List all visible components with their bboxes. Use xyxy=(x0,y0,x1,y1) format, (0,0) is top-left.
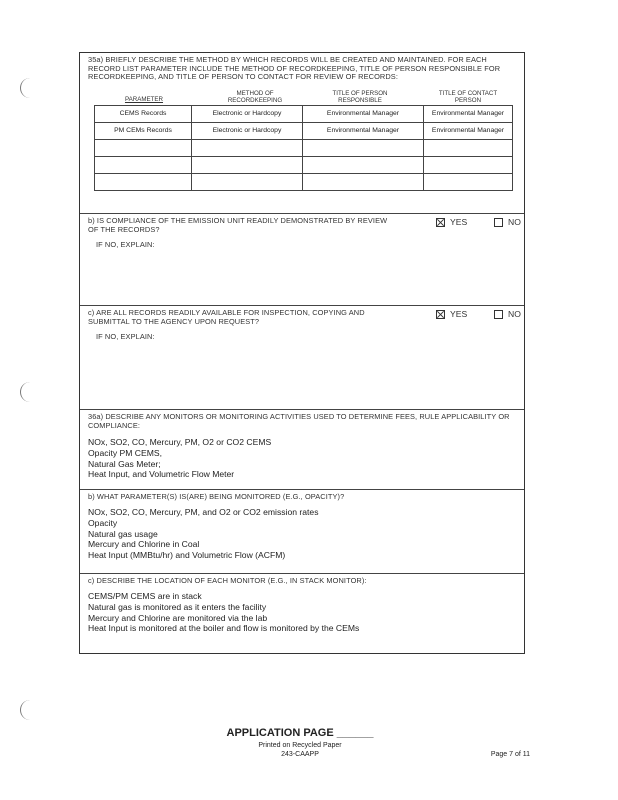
question-36a: 36a) DESCRIBE ANY MONITORS OR MONITORING ACTIVITIES USED TO DETERMINE FEES, RULE APPLICABILITY OR COMPLIANCE: xyxy=(88,412,510,430)
explain-label: IF NO, EXPLAIN: xyxy=(96,240,155,249)
answer-line: Natural gas is monitored as it enters the facility xyxy=(88,601,267,612)
footer-recycled: Printed on Recycled Paper xyxy=(258,742,342,749)
table-cell[interactable] xyxy=(303,174,424,191)
answer-line: CEMS/PM CEMS are in stack xyxy=(88,591,202,601)
yes-label: YES xyxy=(450,309,468,319)
answer-line: Mercury and Chlorine are monitored via the lab xyxy=(88,612,268,623)
no-label: NO xyxy=(508,309,521,319)
table-cell[interactable]: Electronic or Hardcopy xyxy=(192,123,303,140)
header-parameter: PARAMETER xyxy=(124,96,164,103)
table-row xyxy=(95,157,513,174)
table-row xyxy=(95,140,513,157)
answer-line: Opacity xyxy=(88,517,118,528)
question-35b: b) IS COMPLIANCE OF THE EMISSION UNIT READILY DEMONSTRATED BY REVIEW OF THE RECORDS? xyxy=(88,216,388,234)
section-35b xyxy=(80,213,524,305)
table-cell[interactable]: Environmental Manager xyxy=(424,106,513,123)
table-cell[interactable] xyxy=(95,157,192,174)
question-36b: b) WHAT PARAMETER(S) IS(ARE) BEING MONITORED (E.G., OPACITY)? xyxy=(88,492,345,501)
answer-36b xyxy=(88,507,319,561)
answer-line: Natural Gas Meter; xyxy=(88,458,161,469)
no-checkbox[interactable] xyxy=(494,218,503,227)
answer-line: Heat Input (MMBtu/hr) and Volumetric Flow (ACFM) xyxy=(88,550,286,561)
records-monitoring-form xyxy=(79,52,525,654)
table-cell[interactable]: PM CEMs Records xyxy=(95,123,192,140)
hole-punch-mark-bottom xyxy=(20,700,31,720)
header-contact: TITLE OF CONTACT PERSON xyxy=(438,90,498,104)
table-cell[interactable]: Environmental Manager xyxy=(303,123,424,140)
table-cell[interactable] xyxy=(95,174,192,191)
yes-label: YES xyxy=(450,217,468,227)
footer-page-number: Page 7 of 11 xyxy=(490,751,530,758)
table-row xyxy=(95,106,513,123)
records-table xyxy=(94,105,513,191)
header-responsible: TITLE OF PERSON RESPONSIBLE xyxy=(332,90,388,104)
table-cell[interactable] xyxy=(192,140,303,157)
answer-line: Opacity PM CEMS, xyxy=(88,447,163,458)
table-cell[interactable] xyxy=(424,174,513,191)
table-cell[interactable] xyxy=(192,174,303,191)
hole-punch-mark-top xyxy=(20,78,31,98)
section-36b xyxy=(80,489,524,573)
table-cell[interactable] xyxy=(424,140,513,157)
table-cell[interactable]: Environmental Manager xyxy=(303,106,424,123)
table-cell[interactable]: CEMS Records xyxy=(95,106,192,123)
yes-checkbox[interactable] xyxy=(436,310,445,319)
section-36a xyxy=(80,409,524,489)
answer-36a xyxy=(88,437,271,480)
no-checkbox[interactable] xyxy=(494,310,503,319)
table-cell[interactable]: Electronic or Hardcopy xyxy=(192,106,303,123)
footer-title: APPLICATION PAGE ______ xyxy=(226,727,374,739)
answer-line: Heat Input, and Volumetric Flow Meter xyxy=(88,469,235,480)
question-35c: c) ARE ALL RECORDS READILY AVAILABLE FOR INSPECTION, COPYING AND SUBMITTAL TO THE AGENCY UPON REQUEST? xyxy=(88,308,365,326)
table-cell[interactable] xyxy=(95,140,192,157)
answer-36c xyxy=(88,591,359,634)
section-36c xyxy=(80,573,524,653)
table-cell[interactable] xyxy=(192,157,303,174)
no-label: NO xyxy=(508,217,521,227)
hole-punch-mark-middle xyxy=(20,382,31,402)
yes-checkbox[interactable] xyxy=(436,218,445,227)
answer-line: NOx, SO2, CO, Mercury, PM, and O2 or CO2 emission rates xyxy=(88,507,319,517)
explain-label: IF NO, EXPLAIN: xyxy=(96,332,155,341)
answer-line: Mercury and Chlorine in Coal xyxy=(88,539,200,550)
answer-line: NOx, SO2, CO, Mercury, PM, O2 or CO2 CEMS xyxy=(88,437,272,447)
table-row xyxy=(95,123,513,140)
table-cell[interactable] xyxy=(303,157,424,174)
answer-line: Natural gas usage xyxy=(88,528,158,539)
question-36c: c) DESCRIBE THE LOCATION OF EACH MONITOR (E.G., IN STACK MONITOR): xyxy=(88,576,367,585)
footer-form-id: 243-CAAPP xyxy=(281,751,319,758)
question-35a: 35a) BRIEFLY DESCRIBE THE METHOD BY WHICH RECORDS WILL BE CREATED AND MAINTAINED. FOR EACH RECORD LIST PARAMETER INCLUDE THE METHOD OF RECORDKEEPING, TITLE OF PERSON RESPONSIBLE FOR RECORDKEEPING, AND TITLE OF PERSON TO CONTACT FOR REVIEW OF RECORDS: xyxy=(88,55,501,82)
answer-line: Heat Input is monitored at the boiler and flow is monitored by the CEMs xyxy=(88,623,360,634)
table-cell[interactable] xyxy=(424,157,513,174)
table-cell[interactable] xyxy=(303,140,424,157)
section-35c xyxy=(80,305,524,409)
table-row xyxy=(95,174,513,191)
table-cell[interactable]: Environmental Manager xyxy=(424,123,513,140)
header-method: METHOD OF RECORDKEEPING xyxy=(227,90,283,104)
